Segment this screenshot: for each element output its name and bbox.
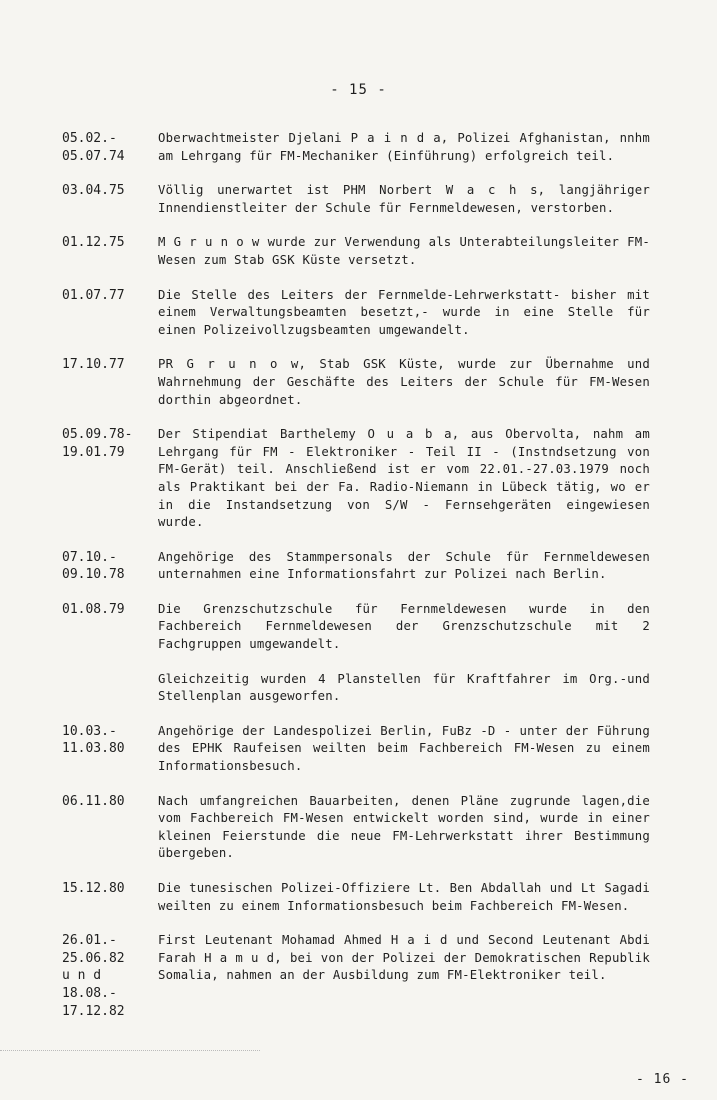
list-item <box>62 426 652 532</box>
entry-text: Gleichzeitig wurden 4 Planstellen für Kraftfahrer im Org.-und Stellenplan ausgeworfen. <box>158 671 650 704</box>
entry-text: Die tunesischen Polizei-Offiziere Lt. Ben Abdallah und Lt Sagadi weilten zu einem Informationsbesuch beim Fachbereich FM-Wesen. <box>158 881 650 913</box>
entry-date: 03.04.75 <box>62 183 125 199</box>
entry-text: Die Stelle des Leiters der Fernmelde-Lehrwerkstatt- bisher mit einem Verwaltungsbeamten besetzt,- wurde in eine Stelle für einen Polizeivollzugsbeamten umgewandelt. <box>158 287 650 337</box>
list-item <box>62 601 652 654</box>
list-item <box>62 234 652 269</box>
entry-text: Angehörige des Stammpersonals der Schule für Fernmeldewesen unternahmen eine Informationsfahrt zur Polizei nach Berlin. <box>158 549 650 582</box>
entry-date: 10.03.- 11.03.80 <box>62 723 125 757</box>
entry-text: Der Stipendiat Barthelemy O u a b a, aus Obervolta, nahm am Lehrgang für FM - Elektroniker - Teil II - (Instndsetzung von FM-Gerät) teil. Anschließend ist er vom 22.01.-27.03.1979 noch als Praktikant bei der Fa. Radio-Niemann in Lübeck tätig, wo er in die Instandsetzung von S/W - Fernsehgeräten eingewiesen wurde. <box>158 427 650 530</box>
list-item <box>62 182 652 217</box>
entry-date: 01.08.79 <box>62 601 125 617</box>
entry-date: 17.10.77 <box>62 357 125 373</box>
entry-text: Angehörige der Landespolizei Berlin, FuBz -D - unter der Führung des EPHK Raufeisen weilten beim Fachbereich FM-Wesen zu einem Informationsbesuch. <box>158 723 650 774</box>
entry-date: 05.09.78- 19.01.79 <box>62 427 133 460</box>
scan-artifact-divider <box>0 1050 260 1051</box>
list-item <box>62 793 652 863</box>
list-item <box>62 130 652 165</box>
entry-date: 06.11.80 <box>62 793 125 809</box>
list-item <box>62 723 652 776</box>
entry-date: 15.12.80 <box>62 881 125 896</box>
list-item <box>62 671 652 706</box>
chronicle-entries <box>62 130 652 1037</box>
entry-text: Nach umfangreichen Bauarbeiten, denen Pläne zugrunde lagen,die vom Fachbereich FM-Wesen entwickelt worden sind, wurde in einer kleinen Feierstunde die neue FM-Lehrwerkstatt ihrer Bestimmung übergeben. <box>158 793 650 861</box>
entry-date: 01.12.75 <box>62 235 125 251</box>
entry-text: Die Grenzschutzschule für Fernmeldewesen wurde in den Fachbereich Fernmeldewesen der Grenzschutzschule mit 2 Fachgruppen umgewandelt. <box>158 601 650 652</box>
entry-text: PR G r u n o w, Stab GSK Küste, wurde zur Übernahme und Wahrnehmung der Geschäfte des Leiters der Schule für FM-Wesen dorthin abgeordnet. <box>158 357 650 407</box>
entry-date: 01.07.77 <box>62 287 125 303</box>
page-number: - 15 - <box>330 82 387 98</box>
entry-date: 07.10.- 09.10.78 <box>62 549 125 583</box>
entry-date <box>62 671 158 706</box>
entry-text: Völlig unerwartet ist PHM Norbert W a c h s, langjähriger Innendienstleiter der Schule für Fernmeldewesen, verstorben. <box>158 183 650 215</box>
entry-text: Oberwachtmeister Djelani P a i n d a, Polizei Afghanistan, nnhm am Lehrgang für FM-Mechaniker (Einführung) erfolgreich teil. <box>158 131 650 163</box>
next-page-marker: - 16 - <box>636 1072 689 1087</box>
list-item <box>62 880 652 915</box>
entry-date: 05.02.- 05.07.74 <box>62 131 125 164</box>
list-item <box>62 287 652 340</box>
entry-text: First Leutenant Mohamad Ahmed H a i d und Second Leutenant Abdi Farah H a m u d, bei von der Polizei der Demokratischen Republik Somalia, nahmen an der Ausbildung zum FM-Elektroniker teil. <box>158 933 650 983</box>
list-item <box>62 932 652 1020</box>
list-item <box>62 356 652 409</box>
entry-text: M G r u n o w wurde zur Verwendung als Unterabteilungsleiter FM-Wesen zum Stab GSK Küste versetzt. <box>158 235 650 267</box>
list-item <box>62 549 652 584</box>
entry-date: 26.01.- 25.06.82 u n d 18.08.- 17.12.82 <box>62 933 125 1019</box>
